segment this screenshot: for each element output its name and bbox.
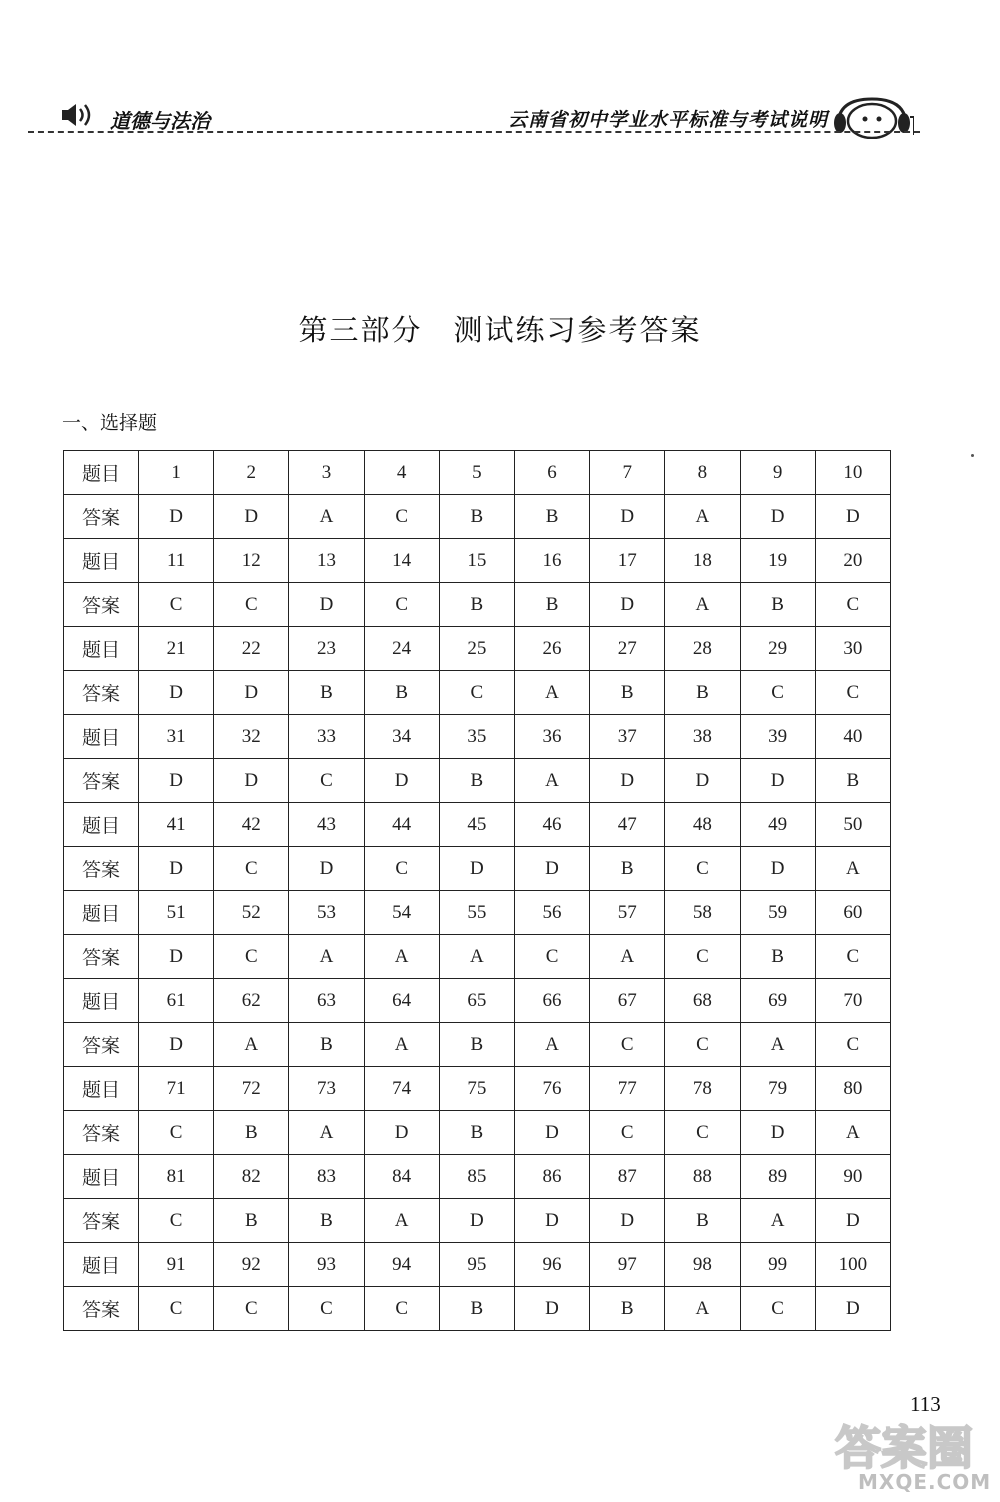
answer-cell: D: [815, 1199, 890, 1243]
question-number-cell: 25: [439, 627, 514, 671]
question-row-label: 题目: [64, 1067, 139, 1111]
answer-cell: D: [740, 759, 815, 803]
question-number-cell: 77: [590, 1067, 665, 1111]
question-number-cell: 6: [514, 451, 589, 495]
answer-cell: A: [289, 935, 364, 979]
question-number-cell: 9: [740, 451, 815, 495]
question-number-cell: 96: [514, 1243, 589, 1287]
question-number-cell: 19: [740, 539, 815, 583]
question-number-cell: 22: [214, 627, 289, 671]
question-number-cell: 62: [214, 979, 289, 1023]
page-header: [28, 95, 920, 140]
question-number-cell: 97: [590, 1243, 665, 1287]
question-row-label: 题目: [64, 891, 139, 935]
question-row-label: 题目: [64, 451, 139, 495]
question-number-cell: 10: [815, 451, 890, 495]
answer-cell: D: [214, 759, 289, 803]
question-row-label: 题目: [64, 715, 139, 759]
answer-cell: D: [139, 759, 214, 803]
question-row-label: 题目: [64, 539, 139, 583]
answer-cell: B: [590, 1287, 665, 1331]
answer-cell: B: [289, 1199, 364, 1243]
question-number-cell: 31: [139, 715, 214, 759]
answer-cell: D: [214, 495, 289, 539]
answer-cell: A: [590, 935, 665, 979]
answer-row-label: 答案: [64, 1023, 139, 1067]
answer-cell: D: [214, 671, 289, 715]
answer-cell: B: [214, 1199, 289, 1243]
answer-cell: A: [364, 1199, 439, 1243]
answer-cell: D: [815, 495, 890, 539]
question-number-cell: 93: [289, 1243, 364, 1287]
question-number-cell: 74: [364, 1067, 439, 1111]
question-number-cell: 92: [214, 1243, 289, 1287]
answer-cell: A: [289, 495, 364, 539]
answer-cell: D: [364, 1111, 439, 1155]
question-number-cell: 7: [590, 451, 665, 495]
header-divider: [28, 131, 920, 133]
question-row-label: 题目: [64, 1155, 139, 1199]
question-number-cell: 16: [514, 539, 589, 583]
answer-row-label: 答案: [64, 1111, 139, 1155]
subject-title: 道德与法治: [110, 109, 210, 133]
answer-cell: B: [439, 1111, 514, 1155]
answer-cell: D: [514, 1111, 589, 1155]
answer-cell: A: [665, 1287, 740, 1331]
question-number-cell: 49: [740, 803, 815, 847]
question-number-cell: 20: [815, 539, 890, 583]
question-number-cell: 11: [139, 539, 214, 583]
question-row: [64, 1067, 891, 1111]
answer-cell: D: [289, 583, 364, 627]
question-number-cell: 21: [139, 627, 214, 671]
answer-row-label: 答案: [64, 847, 139, 891]
question-number-cell: 95: [439, 1243, 514, 1287]
question-number-cell: 94: [364, 1243, 439, 1287]
question-number-cell: 100: [815, 1243, 890, 1287]
subheading-choice-questions: 一、选择题: [62, 412, 158, 434]
question-number-cell: 17: [590, 539, 665, 583]
margin-dot: [971, 454, 974, 457]
question-number-cell: 34: [364, 715, 439, 759]
question-row: [64, 627, 891, 671]
answer-cell: A: [289, 1111, 364, 1155]
question-row: [64, 539, 891, 583]
question-number-cell: 37: [590, 715, 665, 759]
question-number-cell: 56: [514, 891, 589, 935]
answer-table-body: [64, 451, 891, 1331]
question-number-cell: 2: [214, 451, 289, 495]
question-row: [64, 891, 891, 935]
answer-cell: D: [514, 847, 589, 891]
question-number-cell: 88: [665, 1155, 740, 1199]
question-number-cell: 51: [139, 891, 214, 935]
question-number-cell: 40: [815, 715, 890, 759]
answer-cell: C: [214, 583, 289, 627]
answer-cell: B: [439, 583, 514, 627]
question-number-cell: 52: [214, 891, 289, 935]
question-number-cell: 69: [740, 979, 815, 1023]
question-number-cell: 18: [665, 539, 740, 583]
question-number-cell: 58: [665, 891, 740, 935]
question-number-cell: 63: [289, 979, 364, 1023]
answer-cell: B: [364, 671, 439, 715]
answer-cell: C: [665, 1023, 740, 1067]
question-number-cell: 85: [439, 1155, 514, 1199]
question-number-cell: 91: [139, 1243, 214, 1287]
answer-cell: A: [665, 495, 740, 539]
question-number-cell: 30: [815, 627, 890, 671]
watermark-site: MXQE.COM: [858, 1470, 992, 1494]
question-number-cell: 32: [214, 715, 289, 759]
question-number-cell: 98: [665, 1243, 740, 1287]
question-number-cell: 36: [514, 715, 589, 759]
answer-cell: D: [439, 847, 514, 891]
answer-cell: C: [214, 1287, 289, 1331]
answer-row: [64, 495, 891, 539]
question-number-cell: 60: [815, 891, 890, 935]
question-number-cell: 29: [740, 627, 815, 671]
answer-cell: B: [815, 759, 890, 803]
answer-cell: C: [364, 847, 439, 891]
answer-cell: B: [214, 1111, 289, 1155]
answer-cell: C: [590, 1023, 665, 1067]
question-number-cell: 73: [289, 1067, 364, 1111]
question-row: [64, 1155, 891, 1199]
answer-cell: D: [740, 847, 815, 891]
answer-cell: D: [590, 583, 665, 627]
answer-cell: C: [815, 1023, 890, 1067]
answer-cell: C: [815, 671, 890, 715]
answer-cell: C: [139, 1287, 214, 1331]
answer-cell: B: [665, 1199, 740, 1243]
question-number-cell: 82: [214, 1155, 289, 1199]
answer-cell: C: [514, 935, 589, 979]
question-number-cell: 53: [289, 891, 364, 935]
answer-cell: C: [364, 495, 439, 539]
question-number-cell: 44: [364, 803, 439, 847]
question-number-cell: 27: [590, 627, 665, 671]
question-number-cell: 46: [514, 803, 589, 847]
answer-cell: A: [740, 1023, 815, 1067]
question-row: [64, 1243, 891, 1287]
answer-cell: C: [665, 935, 740, 979]
answer-cell: B: [439, 1287, 514, 1331]
answer-row-label: 答案: [64, 935, 139, 979]
question-number-cell: 54: [364, 891, 439, 935]
answer-row: [64, 759, 891, 803]
question-number-cell: 14: [364, 539, 439, 583]
answer-cell: A: [514, 1023, 589, 1067]
answer-cell: D: [139, 671, 214, 715]
question-number-cell: 13: [289, 539, 364, 583]
answer-cell: A: [364, 1023, 439, 1067]
answer-cell: A: [740, 1199, 815, 1243]
question-number-cell: 50: [815, 803, 890, 847]
question-number-cell: 43: [289, 803, 364, 847]
question-number-cell: 80: [815, 1067, 890, 1111]
answer-row-label: 答案: [64, 759, 139, 803]
question-row-label: 题目: [64, 627, 139, 671]
question-number-cell: 75: [439, 1067, 514, 1111]
question-row: [64, 803, 891, 847]
section-title: 第三部分 测试练习参考答案: [298, 313, 702, 347]
answer-cell: C: [439, 671, 514, 715]
answer-cell: A: [665, 583, 740, 627]
question-row-label: 题目: [64, 1243, 139, 1287]
answer-cell: C: [214, 935, 289, 979]
answer-cell: D: [139, 495, 214, 539]
question-number-cell: 68: [665, 979, 740, 1023]
answer-cell: D: [740, 1111, 815, 1155]
question-number-cell: 57: [590, 891, 665, 935]
answer-row: [64, 1023, 891, 1067]
answer-cell: D: [514, 1199, 589, 1243]
answer-cell: D: [590, 495, 665, 539]
question-number-cell: 87: [590, 1155, 665, 1199]
question-row: [64, 715, 891, 759]
answer-cell: D: [590, 1199, 665, 1243]
answer-cell: B: [439, 1023, 514, 1067]
question-number-cell: 28: [665, 627, 740, 671]
answer-cell: A: [514, 759, 589, 803]
answer-cell: A: [364, 935, 439, 979]
answer-row-label: 答案: [64, 583, 139, 627]
answer-row: [64, 935, 891, 979]
answer-cell: D: [289, 847, 364, 891]
question-number-cell: 12: [214, 539, 289, 583]
answer-cell: A: [439, 935, 514, 979]
question-number-cell: 89: [740, 1155, 815, 1199]
answer-cell: D: [815, 1287, 890, 1331]
question-number-cell: 67: [590, 979, 665, 1023]
question-number-cell: 64: [364, 979, 439, 1023]
question-number-cell: 76: [514, 1067, 589, 1111]
question-number-cell: 35: [439, 715, 514, 759]
answer-row: [64, 583, 891, 627]
answer-cell: B: [439, 759, 514, 803]
answer-cell: C: [139, 1199, 214, 1243]
question-number-cell: 84: [364, 1155, 439, 1199]
question-number-cell: 71: [139, 1067, 214, 1111]
answer-cell: C: [815, 583, 890, 627]
answer-cell: B: [590, 847, 665, 891]
question-number-cell: 8: [665, 451, 740, 495]
question-number-cell: 45: [439, 803, 514, 847]
question-number-cell: 5: [439, 451, 514, 495]
answer-cell: D: [139, 1023, 214, 1067]
answer-cell: B: [740, 935, 815, 979]
question-number-cell: 81: [139, 1155, 214, 1199]
page-number: 113: [910, 1392, 941, 1416]
answer-cell: D: [740, 495, 815, 539]
watermark-logo-text: 答案圈: [835, 1421, 973, 1475]
answer-cell: C: [364, 1287, 439, 1331]
answer-cell: A: [514, 671, 589, 715]
series-title: 云南省初中学业水平标准与考试说明: [507, 109, 828, 131]
answer-row: [64, 847, 891, 891]
question-number-cell: 24: [364, 627, 439, 671]
answer-cell: D: [590, 759, 665, 803]
question-number-cell: 61: [139, 979, 214, 1023]
question-number-cell: 26: [514, 627, 589, 671]
question-number-cell: 38: [665, 715, 740, 759]
answer-cell: C: [139, 1111, 214, 1155]
answer-row-label: 答案: [64, 1287, 139, 1331]
question-number-cell: 99: [740, 1243, 815, 1287]
question-number-cell: 4: [364, 451, 439, 495]
answer-cell: B: [439, 495, 514, 539]
answer-cell: C: [665, 1111, 740, 1155]
question-row: [64, 451, 891, 495]
answer-cell: C: [740, 671, 815, 715]
answer-cell: B: [289, 671, 364, 715]
answer-row-label: 答案: [64, 495, 139, 539]
question-number-cell: 42: [214, 803, 289, 847]
answer-cell: D: [665, 759, 740, 803]
answer-cell: A: [815, 1111, 890, 1155]
question-number-cell: 1: [139, 451, 214, 495]
answer-cell: B: [740, 583, 815, 627]
question-number-cell: 78: [665, 1067, 740, 1111]
question-number-cell: 33: [289, 715, 364, 759]
question-row-label: 题目: [64, 803, 139, 847]
answer-cell: B: [590, 671, 665, 715]
question-number-cell: 48: [665, 803, 740, 847]
answer-cell: C: [815, 935, 890, 979]
question-number-cell: 86: [514, 1155, 589, 1199]
question-number-cell: 3: [289, 451, 364, 495]
answer-cell: D: [364, 759, 439, 803]
answer-cell: A: [214, 1023, 289, 1067]
answer-table: [63, 450, 891, 1331]
question-row-label: 题目: [64, 979, 139, 1023]
question-number-cell: 39: [740, 715, 815, 759]
answer-row-label: 答案: [64, 1199, 139, 1243]
answer-cell: D: [139, 935, 214, 979]
answer-cell: B: [289, 1023, 364, 1067]
question-number-cell: 83: [289, 1155, 364, 1199]
answer-cell: C: [590, 1111, 665, 1155]
answer-row: [64, 1111, 891, 1155]
answer-cell: C: [289, 1287, 364, 1331]
answer-cell: B: [514, 495, 589, 539]
question-number-cell: 90: [815, 1155, 890, 1199]
answer-cell: C: [289, 759, 364, 803]
question-number-cell: 79: [740, 1067, 815, 1111]
question-number-cell: 65: [439, 979, 514, 1023]
question-number-cell: 23: [289, 627, 364, 671]
answer-cell: A: [815, 847, 890, 891]
answer-row: [64, 1199, 891, 1243]
speaker-icon: [60, 101, 100, 129]
question-number-cell: 47: [590, 803, 665, 847]
question-number-cell: 41: [139, 803, 214, 847]
answer-cell: C: [139, 583, 214, 627]
question-number-cell: 55: [439, 891, 514, 935]
question-number-cell: 70: [815, 979, 890, 1023]
answer-cell: C: [665, 847, 740, 891]
question-number-cell: 59: [740, 891, 815, 935]
answer-cell: D: [139, 847, 214, 891]
answer-cell: B: [665, 671, 740, 715]
answer-cell: C: [364, 583, 439, 627]
answer-cell: B: [514, 583, 589, 627]
answer-cell: C: [214, 847, 289, 891]
question-number-cell: 15: [439, 539, 514, 583]
answer-cell: D: [439, 1199, 514, 1243]
answer-row: [64, 1287, 891, 1331]
question-number-cell: 66: [514, 979, 589, 1023]
answer-row-label: 答案: [64, 671, 139, 715]
question-number-cell: 72: [214, 1067, 289, 1111]
answer-cell: D: [514, 1287, 589, 1331]
answer-row: [64, 671, 891, 715]
question-row: [64, 979, 891, 1023]
answer-cell: C: [740, 1287, 815, 1331]
